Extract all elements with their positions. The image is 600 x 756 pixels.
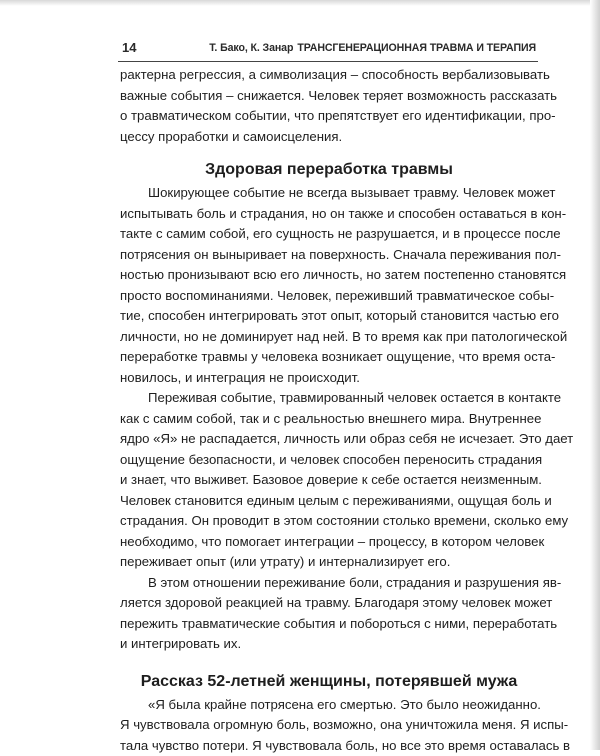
text-line: Человек становится единым целым с переживаниями, ощущая боль и	[120, 491, 538, 512]
page-number: 14	[122, 40, 136, 56]
text-line: просто воспоминаниями. Человек, переживший травматическое собы-	[120, 286, 538, 307]
text-line: Шокирующее событие не всегда вызывает травму. Человек может	[120, 183, 538, 204]
paragraph	[120, 695, 538, 756]
text-line: цессу проработки и самоисцеления.	[120, 127, 538, 148]
text-line: испытывать боль и страдания, но он также и способен оставаться в кон-	[120, 204, 538, 225]
text-line: ляется здоровой реакцией на травму. Благодаря этому человек может	[120, 593, 538, 614]
text-line: переживает опыт (или утрату) и интернализирует его.	[120, 552, 538, 573]
header-book-title: ТРАНСГЕНЕРАЦИОННАЯ ТРАВМА И ТЕРАПИЯ	[297, 42, 536, 54]
text-line: тие, способен интегрировать этот опыт, который становится частью его	[120, 306, 538, 327]
text-line: ностью пронизывают всю его личность, но затем постепенно становятся	[120, 265, 538, 286]
text-line: важные события – снижается. Человек теряет возможность рассказать	[120, 86, 538, 107]
text-line: тала чувство потери. Я чувствовала боль, но все это время оставалась в	[120, 736, 538, 756]
text-line: Я чувствовала огромную боль, возможно, она уничтожила меня. Я испы-	[120, 715, 538, 736]
scan-edge-right	[590, 0, 600, 750]
section-heading-healthy-processing: Здоровая переработка травмы	[120, 159, 538, 181]
text-line: В этом отношении переживание боли, страдания и разрушения яв-	[120, 573, 538, 594]
text-line: рактерна регрессия, а символизация – способность вербализовывать	[120, 65, 538, 86]
text-line: личности, но не доминирует над ней. В то время как при патологической	[120, 327, 538, 348]
text-line: пережить травматические события и побороться с ними, переработать	[120, 614, 538, 635]
running-header	[100, 40, 540, 56]
text-line: о травматическом событии, что препятствует его идентификации, про-	[120, 106, 538, 127]
book-header	[209, 40, 536, 56]
text-line: «Я была крайне потрясена его смертью. Это было неожиданно.	[120, 695, 538, 716]
intro-paragraph	[120, 65, 538, 147]
text-line: потрясения он выныривает на поверхность. Сначала переживания пол-	[120, 245, 538, 266]
text-line: такте с самим собой, его сущность не разрушается, и в процессе после	[120, 224, 538, 245]
page-body	[120, 65, 538, 756]
paragraph	[120, 573, 538, 655]
text-line: новилось, и интеграция не происходит.	[120, 368, 538, 389]
text-line: Переживая событие, травмированный человек остается в контакте	[120, 388, 538, 409]
text-line: необходимо, что помогает интеграции – процессу, в котором человек	[120, 532, 538, 553]
text-line: как с самим собой, так и с реальностью внешнего мира. Внутреннее	[120, 409, 538, 430]
text-line: переработке травмы у человека возникает ощущение, что время оста-	[120, 347, 538, 368]
book-page	[100, 0, 540, 750]
text-line: ядро «Я» не распадается, личность или образ себя не исчезает. Это дает	[120, 429, 538, 450]
text-line: и знает, что выживет. Базовое доверие к себе остается неизменным.	[120, 470, 538, 491]
text-line: страдания. Он проводит в этом состоянии столько времени, сколько ему	[120, 511, 538, 532]
paragraph	[120, 388, 538, 573]
header-rule	[118, 61, 538, 62]
text-line: и интегрировать их.	[120, 634, 538, 655]
header-authors: Т. Бако, К. Занар	[209, 42, 293, 54]
paragraph	[120, 183, 538, 388]
text-line: ощущение безопасности, и человек способен переносить страдания	[120, 450, 538, 471]
section-heading-widow-story: Рассказ 52-летней женщины, потерявшей мужа	[120, 671, 538, 693]
